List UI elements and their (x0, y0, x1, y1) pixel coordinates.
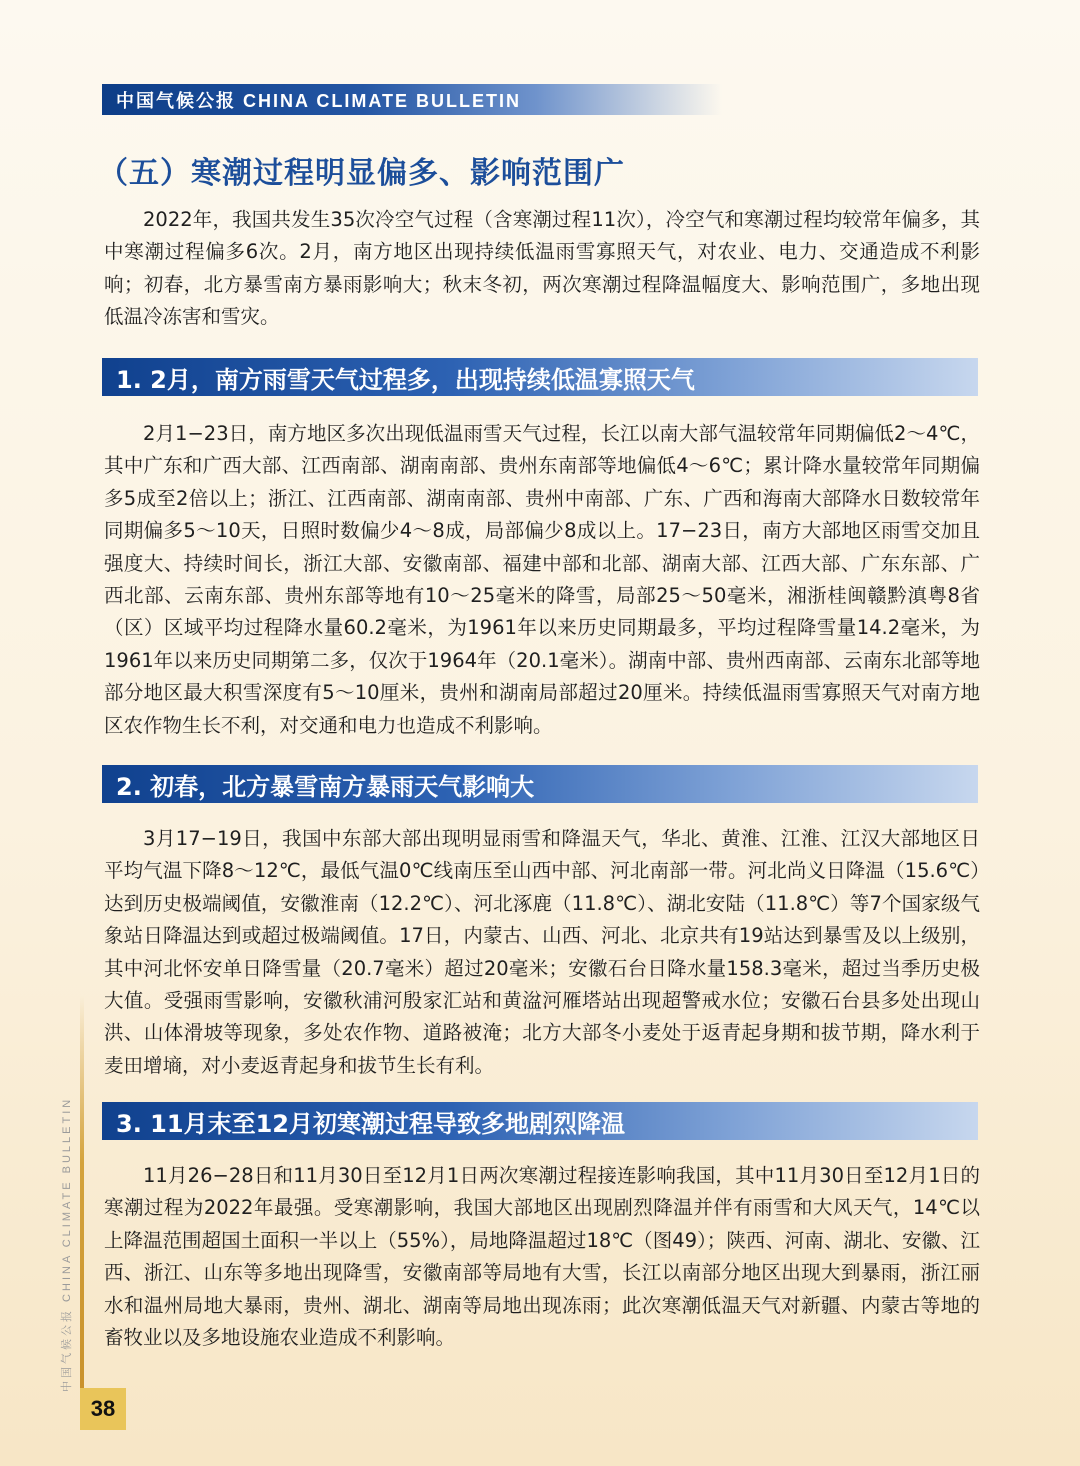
page-number: 38 (90, 1396, 116, 1421)
section-body-1: 2月1−23日，南方地区多次出现低温雨雪天气过程，长江以南大部气温较常年同期偏低2～4℃，其中广东和广西大部、江西南部、湖南南部、贵州东南部等地偏低4～6℃；累计降水量较常年同期偏多5成至2倍以上；浙江、江西南部、湖南南部、贵州中南部、广东、广西和海南大部降水日数较常年同期偏多5～10天，日照时数偏少4～8成，局部偏少8成以上。17−23日，南方大部地区雨雪交加且强度大、持续时间长，浙江大部、安徽南部、福建中部和北部、湖南大部、江西大部、广东东部、广西北部、云南东部、贵州东部等地有10～25毫米的降雪，局部25～50毫米，湘浙桂闽赣黔滇粤8省（区）区域平均过程降水量60.2毫米，为1961年以来历史同期最多，平均过程降雪量14.2毫米，为1961年以来历史同期第二多，仅次于1964年（20.1毫米）。湖南中部、贵州西南部、云南东北部等地部分地区最大积雪深度有5～10厘米，贵州和湖南局部超过20厘米。持续低温雨雪寡照天气对南方地区农作物生长不利，对交通和电力也造成不利影响。 (104, 422, 980, 737)
section-body-2: 3月17−19日，我国中东部大部出现明显雨雪和降温天气，华北、黄淮、江淮、江汉大部地区日平均气温下降8～12℃，最低气温0℃线南压至山西中部、河北南部一带。河北尚义日降温（15.6℃）达到历史极端阈值，安徽淮南（12.2℃）、河北涿鹿（11.8℃）、湖北安陆（11.8℃）等7个国家级气象站日降温达到或超过极端阈值。17日，内蒙古、山西、河北、北京共有19站达到暴雪及以上级别，其中河北怀安单日降雪量（20.7毫米）超过20毫米；安徽石台日降水量158.3毫米，超过当季历史极大值。受强雨雪影响，安徽秋浦河殷家汇站和黄湓河雁塔站出现超警戒水位；安徽石台县多处出现山洪、山体滑坡等现象，多处农作物、道路被淹；北方大部冬小麦处于返青起身期和拔节期，降水利于麦田增墒，对小麦返青起身和拔节生长有利。 (104, 827, 980, 1077)
page-title: （五）寒潮过程明显偏多、影响范围广 (98, 156, 625, 191)
section-title: 1. 2月，南方雨雪天气过程多，出现持续低温寡照天气 (116, 365, 695, 394)
section-body-3: 11月26−28日和11月30日至12月1日两次寒潮过程接连影响我国，其中11月30日至12月1日的寒潮过程为2022年最强。受寒潮影响，我国大部地区出现剧烈降温并伴有雨雪和大风天气，14℃以上降温范围超国土面积一半以上（55%），局地降温超过18℃（图49）；陕西、河南、湖北、安徽、江西、浙江、山东等多地出现降雪，安徽南部等局地有大雪，长江以南部分地区出现大到暴雨，浙江丽水和温州局地大暴雨，贵州、湖北、湖南等局地出现冻雨；此次寒潮低温天气对新疆、内蒙古等地的畜牧业以及多地设施农业造成不利影响。 (104, 1164, 980, 1350)
intro-paragraph: 2022年，我国共发生35次冷空气过程（含寒潮过程11次），冷空气和寒潮过程均较常年偏多，其中寒潮过程偏多6次。2月，南方地区出现持续低温雨雪寡照天气，对农业、电力、交通造成不利影响；初春，北方暴雪南方暴雨影响大；秋末冬初，两次寒潮过程降温幅度大、影响范围广，多地出现低温冷冻害和雪灾。 (104, 208, 980, 329)
section-heading-2 (102, 765, 978, 803)
section-title: 3. 11月末至12月初寒潮过程导致多地剧烈降温 (116, 1109, 625, 1138)
page-number-badge (80, 1388, 126, 1430)
header-bar (102, 84, 722, 115)
header-text: 中国气候公报 CHINA CLIMATE BULLETIN (116, 90, 521, 111)
section-title: 2. 初春，北方暴雪南方暴雨天气影响大 (116, 772, 535, 801)
sidebar-text: 中国气候公报 CHINA CLIMATE BULLETIN (61, 1096, 73, 1392)
section-heading-1 (102, 358, 978, 396)
side-rule (80, 995, 84, 1415)
section-heading-3 (102, 1102, 978, 1140)
